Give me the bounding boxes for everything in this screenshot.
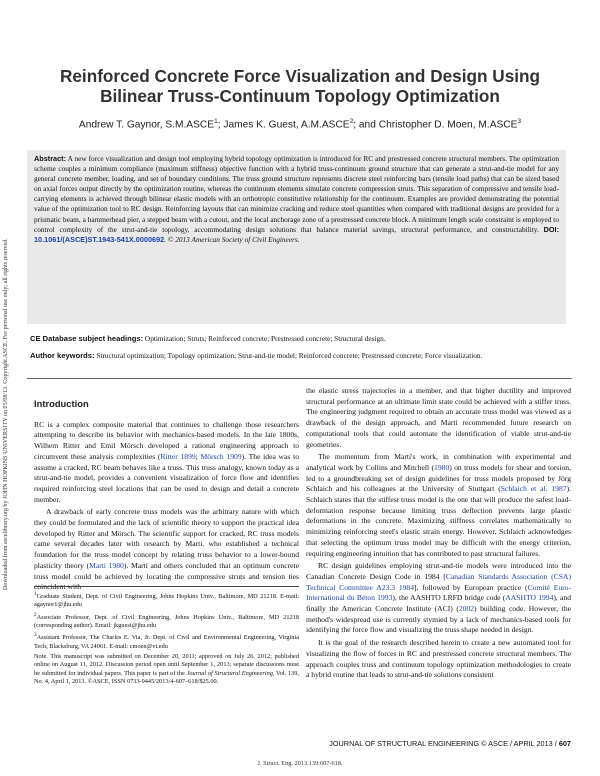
running-footer-journal: JOURNAL OF STRUCTURAL ENGINEERING © ASCE / APRIL 2013 / xyxy=(329,739,559,748)
right-column xyxy=(306,386,571,732)
author-keywords-text: Structural optimization; Topology optimization; Strut-and-tie model; Reinforced concrete; Prestressed concrete; Force visualization. xyxy=(94,351,483,360)
subject-headings xyxy=(30,334,564,344)
author-moen: ; and Christopher D. Moen, M.ASCE xyxy=(353,119,518,131)
citation-csa[interactable]: Canadian Standards Association (CSA) Technical Committee A23.3 1984 xyxy=(306,571,571,592)
affil-mark-3: 3 xyxy=(517,118,522,125)
section-divider xyxy=(27,378,572,379)
footnote-3: $^3$Assistant Professor, The Charles E. Via, Jr. Dept. of Civil and Environmental Engineering, Virginia Tech, Blacksburg, VA 24061. E-mail: cmoen@vt.edu xyxy=(34,632,299,650)
citation-morsch[interactable]: Mörsch 1909 xyxy=(200,451,242,461)
affil-mark-2: 2 xyxy=(349,118,354,125)
manuscript-note: Note. This manuscript was submitted on December 20, 2011; approved on July 26, 2012; published online on August 11, 2012. Discussion period open until September 1, 2013; separate discussions must be submitted for individual papers. This paper is part of the Journal of Structural Engineering, Vol. 139, No. 4, April 1, 2013. ©ASCE, ISSN 0733-9445/2013/4-607–618/$25.00. xyxy=(34,653,299,685)
intro-paragraph-3: the elastic stress trajectories in a member, and that higher ductility and improved structural performance at an ultimate limit state could be achieved with a stiffer truss. The engineering judgment required to obtain an accurate truss model was viewed as a drawback of the design approach, and Marti recommended future research on computational tools that could automate the identification of viable strut-and-tie geometries. xyxy=(306,386,571,449)
intro-paragraph-4: The momentum from Marti's work, in combination with experimental and analytical work by Collins and Mitchell (1980) on truss models for shear and torsion, led to a groundbreaking set of design guidelines for truss models proposed by Jörg Schlaich and his colleagues at the University of Stuttgart (Schlaich et al. 1987). Schlaich states that the stiffest truss model is the one that will produce the safest load-deformation response because limiting truss deflection prevents large plastic deformations in the concrete. Maximizing stiffness correlates mathematically to minimizing reinforcing steel's elastic strain energy. However, Schlaich acknowledges that selecting the optimum truss model may be difficult with the energy criterion, requiring engineering intuition that has contributed to past structural failures. xyxy=(306,452,571,558)
affil-mark-1: 1 xyxy=(214,118,218,125)
citation-schlaich[interactable]: Schlaich et al. 1987 xyxy=(500,484,567,494)
citation-collins-mitchell[interactable]: 1980 xyxy=(434,462,450,472)
author-keywords xyxy=(30,351,564,361)
citation-ceb[interactable]: Comité Euro-International du Béton 1993 xyxy=(306,582,571,603)
running-footer xyxy=(290,739,571,748)
subject-headings-label: CE Database subject headings: xyxy=(30,334,144,343)
footnote-1: $^1$Graduate Student, Dept. of Civil Engineering, Johns Hopkins Univ., Baltimore, MD 21218. E-mail: agaynor1@jhu.edu xyxy=(34,591,299,609)
introduction-heading: Introduction xyxy=(34,398,89,409)
author-guest: ; James K. Guest, A.M.ASCE xyxy=(217,119,350,131)
left-column xyxy=(34,383,299,592)
doi-link[interactable]: 10.1061/(ASCE)ST.1943-541X.0000692 xyxy=(34,234,165,244)
doi-label: DOI: xyxy=(543,224,559,234)
citation-marti[interactable]: Marti 1980 xyxy=(89,560,124,570)
citation-ritter[interactable]: Ritter 1899 xyxy=(160,451,196,461)
paper-title: Reinforced Concrete Force Visualization and Design Using Bilinear Truss-Continuum Topology Optimization xyxy=(59,66,541,106)
intro-paragraph-2: A drawback of early concrete truss models was the arbitrary nature with which they could be formulated and the lack of scientific theory to support the practical idea developed by Ritter and Mörsch. The scientific support for cracked, RC truss models came several decades later with research by Marti, who established a technical foundation for the truss model concept by relating truss behavior to a lower-bound plasticity theory (Marti 1980). Marti and others concluded that an optimum concrete truss model could be achieved by locating the compressive struts and tension ties coincident with xyxy=(34,507,299,592)
citation-footer: J. Struct. Eng. 2013.139:607-618. xyxy=(257,760,343,767)
footnote-2: $^2$Associate Professor, Dept. of Civil Engineering, Johns Hopkins Univ., Baltimore, MD 21218 (corresponding author). Email: jkguest@jhu.edu xyxy=(34,611,299,630)
abstract-box xyxy=(27,150,566,324)
abstract-label: Abstract: xyxy=(34,154,67,163)
intro-paragraph-6: It is the goal of the research described herein to create a new automated tool for visualizing the flow of forces in RC and prestressed concrete structural members. The approach couples truss and continuum topology optimization methodologies to create a hybrid routine that leads to strut-and-tie solutions consistent xyxy=(306,638,571,680)
abstract-copyright: . © 2013 American Society of Civil Engineers. xyxy=(164,234,300,244)
subject-headings-text: Optimization; Struts; Reinforced concrete; Prestressed concrete; Structural design. xyxy=(143,334,386,343)
intro-paragraph-5: RC design guidelines employing strut-and-tie models were introduced into the Canadian Concrete Design Code in 1984 [Canadian Standards Association (CSA) Technical Committee A23.3 1984], followed by European practice (Comité Euro-International du Béton 1993), the AASHTO LRFD bridge code (AASHTO 1994), and finally the American Concrete Institute (ACI) (2002) building code. However, the method's widespread use is currently stymied by a lack of mechanics-based tools for identifying the force flow and visualizing the truss shape needed in design. xyxy=(306,561,572,635)
abstract-text: A new force visualization and design tool employing hybrid topology optimization is introduced for RC and prestressed concrete structural members. The optimization scheme couples a minimum compliance (maximum stiffness) objective function with a hybrid truss-continuum ground structure that can generate a strut-and-tie model for any general concrete member, loading, and set of boundary conditions. The truss ground structure represents discrete steel reinforcing bars (tensile load paths) that can be sized based on axial forces output directly by the optimization routine, whereas the continuum elements simulate concrete compression struts. This separation of compressive and tensile load-carrying elements is achieved through bilinear elastic models with an orthotropic constitutive relationship for the continuum. Examples are provided demonstrating the potential value of the optimization tool to RC design. Reinforcing layouts that can minimize cracking and reduce steel quantities when compared with traditional designs are provided for a prismatic beam, a hammerhead pier, a stepped beam with a cutout, and the local anchorage zone of a prestressed concrete block. A minimum length scale constraint is employed to control complexity of the strut-and-tie topology, accommodating design solutions that balance material savings, structural performance, and constructability. xyxy=(34,154,559,234)
author-gaynor: Andrew T. Gaynor, S.M.ASCE xyxy=(78,119,215,131)
footnotes xyxy=(34,586,299,687)
download-notice-sidebar xyxy=(3,160,15,590)
intro-paragraph-1: RC is a complex composite material that continues to challenge those researchers attempting to describe its behavior with mechanics-based models. In the late 1800s, Wilhem Ritter and Emil Mörsch developed a rational engineering approach to circumvent these analysis complexities (Ritter 1899; Mörsch 1909). The idea was to assume a cracked, RC beam behaves like a truss. This truss analogy, known today as a strut-and-tie model, provides a convenient visualization of force flow and identifies required reinforcing steel locations that can be used to design and detail a concrete member. xyxy=(34,419,299,504)
author-line xyxy=(40,118,560,130)
journal-name: Journal of Structural Engineering xyxy=(186,669,273,677)
page-number: 607 xyxy=(558,739,571,748)
author-keywords-label: Author keywords: xyxy=(30,351,95,360)
citation-aashto[interactable]: AASHTO 1994 xyxy=(505,593,554,603)
citation-aci[interactable]: 2002 xyxy=(458,604,475,614)
download-notice-text: Downloaded from ascelibrary.org by JOHN HOPKINS UNIVERSITY on 05/08/13. Copyright ASCE. For personal use only; all rights reserved. xyxy=(3,238,9,590)
